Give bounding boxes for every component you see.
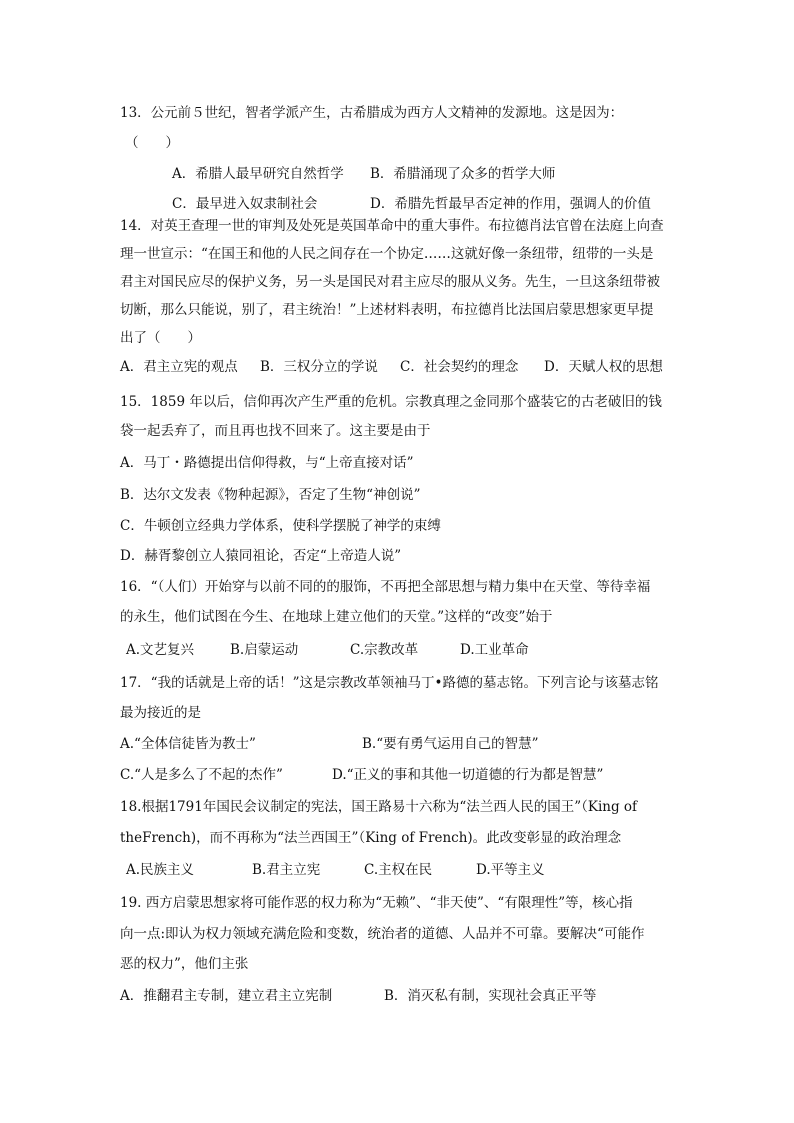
option-c: C．最早进入奴隶制社会: [172, 196, 318, 212]
option-d: D.“正义的事和其他一切道德的行为都是智慧”: [332, 767, 604, 783]
option-a: A．推翻君主专制，建立君主立宪制: [120, 988, 333, 1004]
question-15-option-d: D．赫胥黎创立人猿同祖论，否定“上帝造人说”: [120, 548, 402, 564]
question-15-text-1: 15．1859 年以后，信仰再次产生严重的危机。宗教真理之金同那个盛装它的古老破旧的钱: [120, 394, 662, 410]
option-b: B.君主立宪: [252, 862, 321, 878]
option-b: B.“要有勇气运用自己的智慧”: [362, 736, 539, 752]
option-b: B.启蒙运动: [230, 642, 299, 658]
question-15-option-a: A．马丁・路德提出信仰得救，与“上帝直接对话”: [120, 455, 414, 471]
question-18-options: [126, 860, 545, 880]
option-a: A.文艺复兴: [126, 642, 195, 658]
question-16-options: [126, 640, 529, 660]
question-15-option-c: C．牛顿创立经典力学体系，使科学摆脱了神学的束缚: [120, 518, 441, 534]
option-c: C．社会契约的理念: [400, 359, 519, 375]
option-a: A．君主立宪的观点: [120, 359, 238, 375]
option-b: B．希腊涌现了众多的哲学大师: [370, 166, 556, 182]
question-16-text-2: 的永生，他们试图在今生、在地球上建立他们的天堂。”这样的“改变”始于: [120, 609, 553, 625]
question-18-text-1: 18.根据1791年国民会议制定的宪法，国王路易十六称为“法兰西人民的国王”（King of: [120, 799, 638, 815]
question-14-options: [120, 357, 663, 377]
question-13-options-row-1: [172, 164, 555, 184]
option-a: A.“全体信徒皆为教士”: [120, 736, 256, 752]
question-19-options: [120, 986, 596, 1006]
option-d: D.平等主义: [476, 862, 545, 878]
question-15-option-b: B．达尔文发表《物种起源》，否定了生物“神创说”: [120, 487, 421, 503]
question-17-text-1: 17．“我的话就是上帝的话！”这是宗教改革领袖马丁•路德的墓志铭。下列言论与该墓志铭: [120, 675, 659, 691]
option-a: A.民族主义: [126, 862, 195, 878]
option-d: D．希腊先哲最早否定神的作用，强调人的价值: [370, 196, 651, 212]
option-c: C.主权在民: [364, 862, 433, 878]
question-14-text-4: 切断，那么只能说，别了，君主统治！”上述材料表明，布拉德肖比法国启蒙思想家更早提: [120, 302, 654, 318]
question-17-options-row-2: [120, 765, 603, 785]
question-15-text-2: 袋一起丢弃了，而且再也找不回来了。这主要是由于: [120, 423, 431, 439]
question-14-text-5: 出了（ ）: [120, 330, 201, 346]
option-a: A．希腊人最早研究自然哲学: [172, 166, 344, 182]
question-13-options-row-2: [172, 194, 651, 214]
question-17-text-2: 最为接近的是: [120, 705, 201, 721]
option-b: B．三权分立的学说: [260, 359, 378, 375]
option-b: B．消灭私有制，实现社会真正平等: [384, 988, 597, 1004]
question-19-text-3: 恶的权力”，他们主张: [120, 956, 249, 972]
question-14-text-3: 君主对国民应尽的保护义务，另一头是国民对君主应尽的服从义务。先生，一旦这条纽带被: [120, 274, 660, 290]
question-17-options-row-1: [120, 734, 539, 754]
option-c: C.“人是多么了不起的杰作”: [120, 767, 283, 783]
question-19-text-2: 向一点:即认为权力领域充满危险和变数，统治者的道德、人品并不可靠。要解决“可能作: [120, 926, 645, 942]
option-c: C.宗教改革: [350, 642, 419, 658]
question-13-text: 13．公元前５世纪，智者学派产生，古希腊成为西方人文精神的发源地。这是因为：: [120, 105, 624, 121]
question-19-text-1: 19. 西方启蒙思想家将可能作恶的权力称为“无赖”、“非天使”、“有限理性”等，核心指: [120, 895, 633, 911]
question-16-text-1: 16．“（人们）开始穿与以前不同的的服饰，不再把全部思想与精力集中在天堂、等待幸福: [120, 579, 651, 595]
option-d: D．天赋人权的思想: [544, 359, 663, 375]
option-d: D.工业革命: [460, 642, 529, 658]
question-13-bracket: （ ）: [125, 135, 179, 151]
question-18-text-2: theFrench)，而不再称为“法兰西国王”（King of French)。此改变彰显的政治理念: [120, 830, 622, 846]
question-14-text-2: 理一世宣示：“在国王和他的人民之间存在一个协定……这就好像一条纽带，纽带的一头是: [120, 246, 654, 262]
question-14-text-1: 14．对英王查理一世的审判及处死是英国革命中的重大事件。布拉德肖法官曾在法庭上向查: [120, 218, 664, 234]
